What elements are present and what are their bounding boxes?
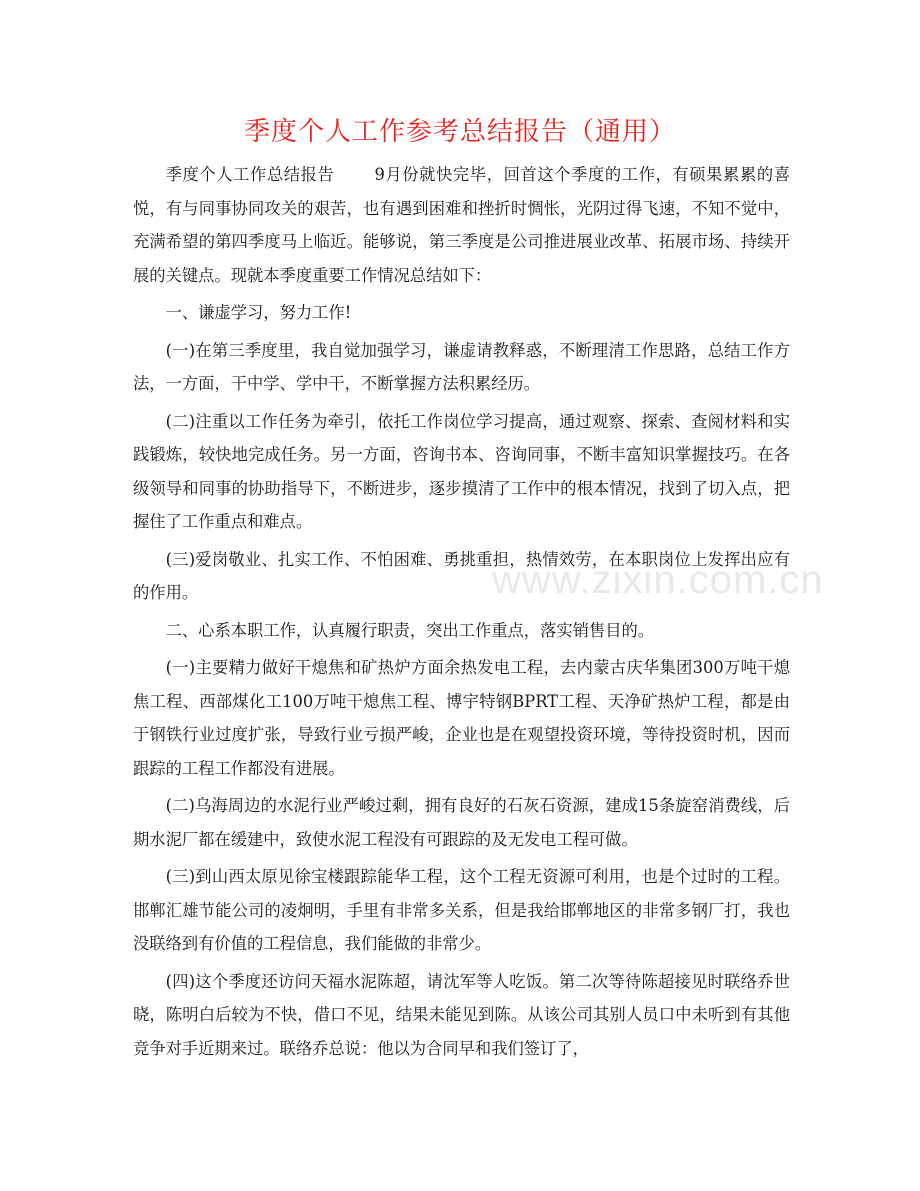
- intro-paragraph: [133, 158, 790, 292]
- intro-lead: 季度个人工作总结报告: [165, 165, 335, 184]
- paragraph: (二)乌海周边的水泥行业严峻过剩，拥有良好的石灰石资源，建成15条旋窑消费线，后期水泥厂都在缓建中，致使水泥工程没有可跟踪的及无发电工程可做。: [133, 796, 790, 849]
- intro-rest: 9月份就快完毕，回首这个季度的工作，有硕果累累的喜悦，有与同事协同攻关的艰苦，也有遇到困难和挫折时惆怅，光阴过得飞速，不知不觉中，充满希望的第四季度马上临近。能够说，第三季度是公司推进展业改革、拓展市场、持续开展的关键点。现就本季度重要工作情况总结如下：: [133, 165, 790, 285]
- paragraph: 二、心系本职工作，认真履行职责，突出工作重点，落实销售目的。: [165, 620, 655, 640]
- paragraph: (三)爱岗敬业、扎实工作、不怕困难、勇挑重担，热情效劳，在本职岗位上发挥出应有的作用。: [133, 549, 790, 602]
- watermark: www.zixin.com.cn: [492, 558, 824, 602]
- paragraph: (四)这个季度还访问天福水泥陈超，请沈军等人吃饭。第二次等待陈超接见时联络乔世晓，陈明白后较为不快，借口不见，结果未能见到陈。从该公司其别人员口中未听到有其他竞争对手近期来过。联络乔总说：他以为合同早和我们签订了，: [133, 971, 790, 1058]
- document-body: [133, 158, 790, 1069]
- paragraph: 一、谦虚学习，努力工作!: [165, 303, 352, 322]
- paragraph: (三)到山西太原见徐宝楼跟踪能华工程，这个工程无资源可利用，也是个过时的工程。邯郸汇雄节能公司的凌炯明，手里有非常多关系，但是我给邯郸地区的非常多钢厂打，我也没联络到有价值的工程信息，我们能做的非常少。: [133, 867, 790, 953]
- document-title: 季度个人工作参考总结报告（通用）: [243, 117, 676, 147]
- paragraph: (一)主要精力做好干熄焦和矿热炉方面余热发电工程，去内蒙古庆华集团300万吨干熄焦工程、西部煤化工100万吨干熄焦工程、博宇特钢BPRT工程、天净矿热炉工程，都是由于钢铁行业过度扩张，导致行业亏损严峻，企业也是在观望投资环境，等待投资时机，因而跟踪的工程工作都没有进展。: [133, 658, 790, 778]
- paragraph: (一)在第三季度里，我自觉加强学习，谦虚请教释惑，不断理清工作思路，总结工作方法，一方面，干中学、学中干，不断掌握方法积累经历。: [133, 340, 790, 393]
- paragraph: (二)注重以工作任务为牵引，依托工作岗位学习提高，通过观察、探索、查阅材料和实践锻炼，较快地完成任务。另一方面，咨询书本、咨询同事，不断丰富知识掌握技巧。在各级领导和同事的协助指导下，不断进步，逐步摸清了工作中的根本情况，找到了切入点，把握住了工作重点和难点。: [133, 411, 790, 531]
